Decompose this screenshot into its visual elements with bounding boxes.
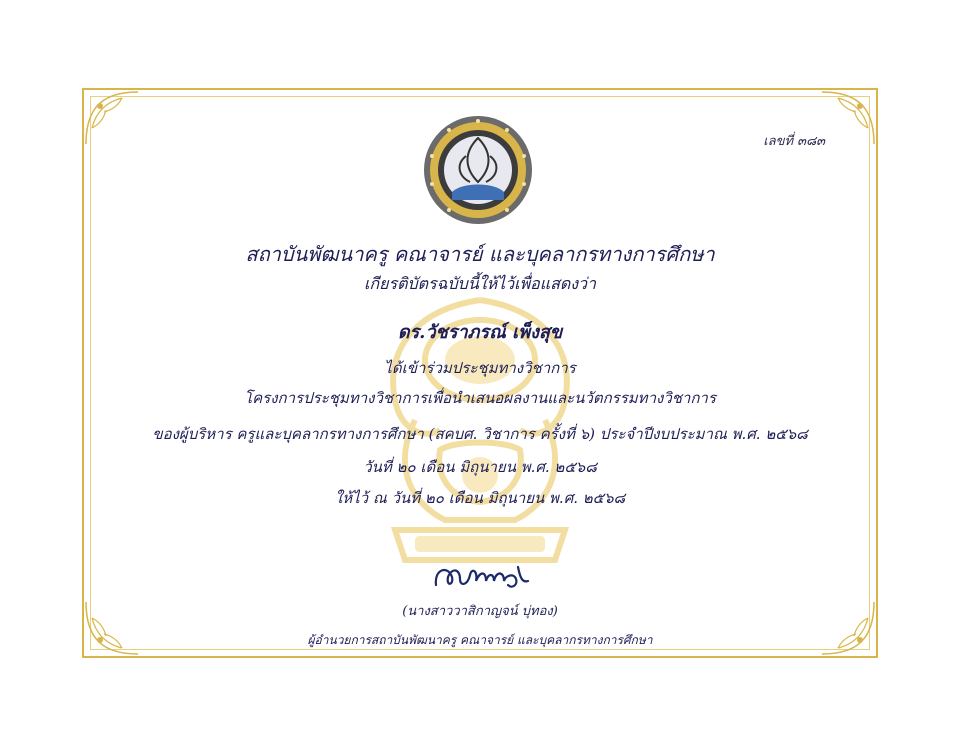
target-group-line: ของผู้บริหาร ครูและบุคลากรทางการศึกษา (สคบศ. วิชาการ ครั้งที่ ๖) ประจำปีงบประมาณ พ.ศ. ๒๕๖๘ (152, 425, 808, 443)
corner-ornament-icon (818, 88, 878, 148)
certificate-number: เลขที่ ๓๘๓ (763, 134, 825, 149)
corner-ornament-icon (82, 88, 142, 148)
project-title: โครงการประชุมทางวิชาการเพื่อนำเสนอผลงานและนวัตกรรมทางวิชาการ (244, 389, 716, 407)
institution-name: สถาบันพัฒนาครู คณาจารย์ และบุคลากรทางการศึกษา (245, 242, 715, 266)
certificate-intro: เกียรติบัตรฉบับนี้ให้ไว้เพื่อแสดงว่า (363, 274, 597, 293)
event-date: วันที่ ๒๐ เดือน มิถุนายน พ.ศ. ๒๕๖๘ (363, 458, 597, 476)
issue-date: ให้ไว้ ณ วันที่ ๒๐ เดือน มิถุนายน พ.ศ. ๒๕๖๘ (334, 489, 626, 507)
institution-logo-icon (412, 112, 544, 232)
recipient-name: ดร.วัชราภรณ์ เพ็งสุข (397, 322, 563, 343)
signer-name: (นางสาววาสิกาญจน์ บุ่ทอง) (402, 604, 558, 619)
attendance-statement: ได้เข้าร่วมประชุมทางวิชาการ (384, 359, 576, 377)
signature-icon (428, 557, 538, 595)
signer-title: ผู้อำนวยการสถาบันพัฒนาครู คณาจารย์ และบุคลากรทางการศึกษา (307, 633, 653, 647)
